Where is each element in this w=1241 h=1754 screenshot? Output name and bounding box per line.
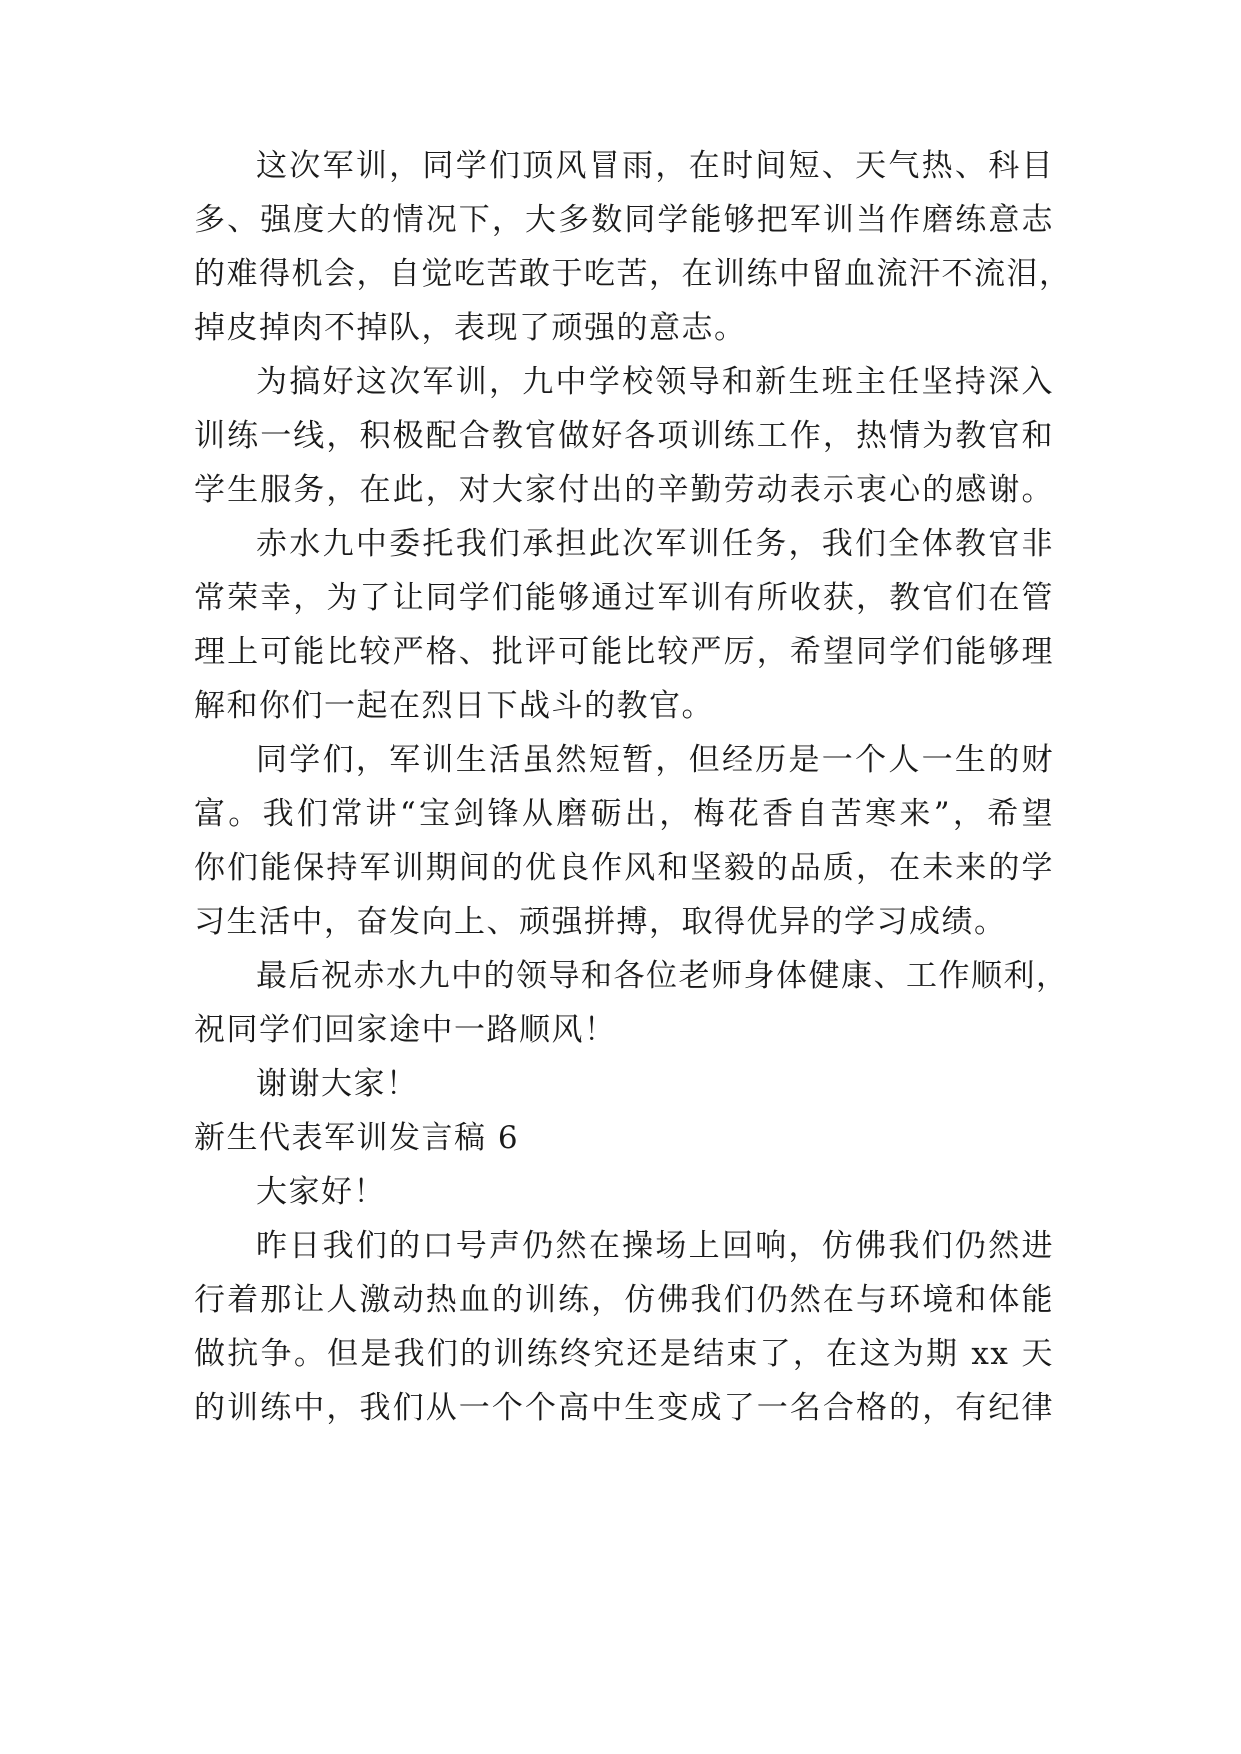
paragraph-line: 最后祝赤水九中的领导和各位老师身体健康、工作顺利，: [256, 958, 1069, 994]
paragraph-line: 的训练中，我们从一个个高中生变成了一名合格的，有纪律: [194, 1390, 1054, 1426]
paragraph-line: 昨日我们的口号声仍然在操场上回响，仿佛我们仍然进: [256, 1228, 1054, 1264]
paragraph-line: 富。我们常讲“宝剑锋从磨砺出，梅花香自苦寒来”，希望: [194, 796, 1054, 832]
paragraph-line: 多、强度大的情况下，大多数同学能够把军训当作磨练意志: [194, 202, 1054, 238]
paragraph-line: 掉皮掉肉不掉队，表现了顽强的意志。: [194, 310, 747, 346]
paragraph-line: 学生服务，在此，对大家付出的辛勤劳动表示衷心的感谢。: [194, 472, 1054, 508]
paragraph-line: 解和你们一起在烈日下战斗的教官。: [194, 688, 714, 724]
paragraph-line: 同学们，军训生活虽然短暂，但经历是一个人一生的财: [256, 742, 1054, 778]
paragraph-line: 赤水九中委托我们承担此次军训任务，我们全体教官非: [256, 526, 1054, 562]
paragraph-line: 这次军训，同学们顶风冒雨，在时间短、天气热、科目: [256, 148, 1054, 184]
paragraph-line: 祝同学们回家途中一路顺风！: [194, 1012, 617, 1048]
paragraph-line: 做抗争。但是我们的训练终究还是结束了，在这为期 xx 天: [194, 1336, 1054, 1372]
paragraph-line: 习生活中，奋发向上、顽强拼搏，取得优异的学习成绩。: [194, 904, 1007, 940]
paragraph-line: 常荣幸，为了让同学们能够通过军训有所收获，教官们在管: [194, 580, 1054, 616]
paragraph-line: 为搞好这次军训，九中学校领导和新生班主任坚持深入: [256, 364, 1054, 400]
paragraph-line: 你们能保持军训期间的优良作风和坚毅的品质，在未来的学: [194, 850, 1054, 886]
paragraph-line: 的难得机会，自觉吃苦敢于吃苦，在训练中留血流汗不流泪，: [194, 256, 1072, 292]
paragraph-line: 理上可能比较严格、批评可能比较严厉，希望同学们能够理: [194, 634, 1054, 670]
paragraph-line: 行着那让人激动热血的训练，仿佛我们仍然在与环境和体能: [194, 1282, 1054, 1318]
section-heading: 新生代表军训发言稿 6: [194, 1120, 520, 1156]
paragraph-line: 谢谢大家！: [256, 1066, 419, 1102]
paragraph-line: 大家好！: [256, 1174, 386, 1210]
paragraph-line: 训练一线，积极配合教官做好各项训练工作，热情为教官和: [194, 418, 1054, 454]
